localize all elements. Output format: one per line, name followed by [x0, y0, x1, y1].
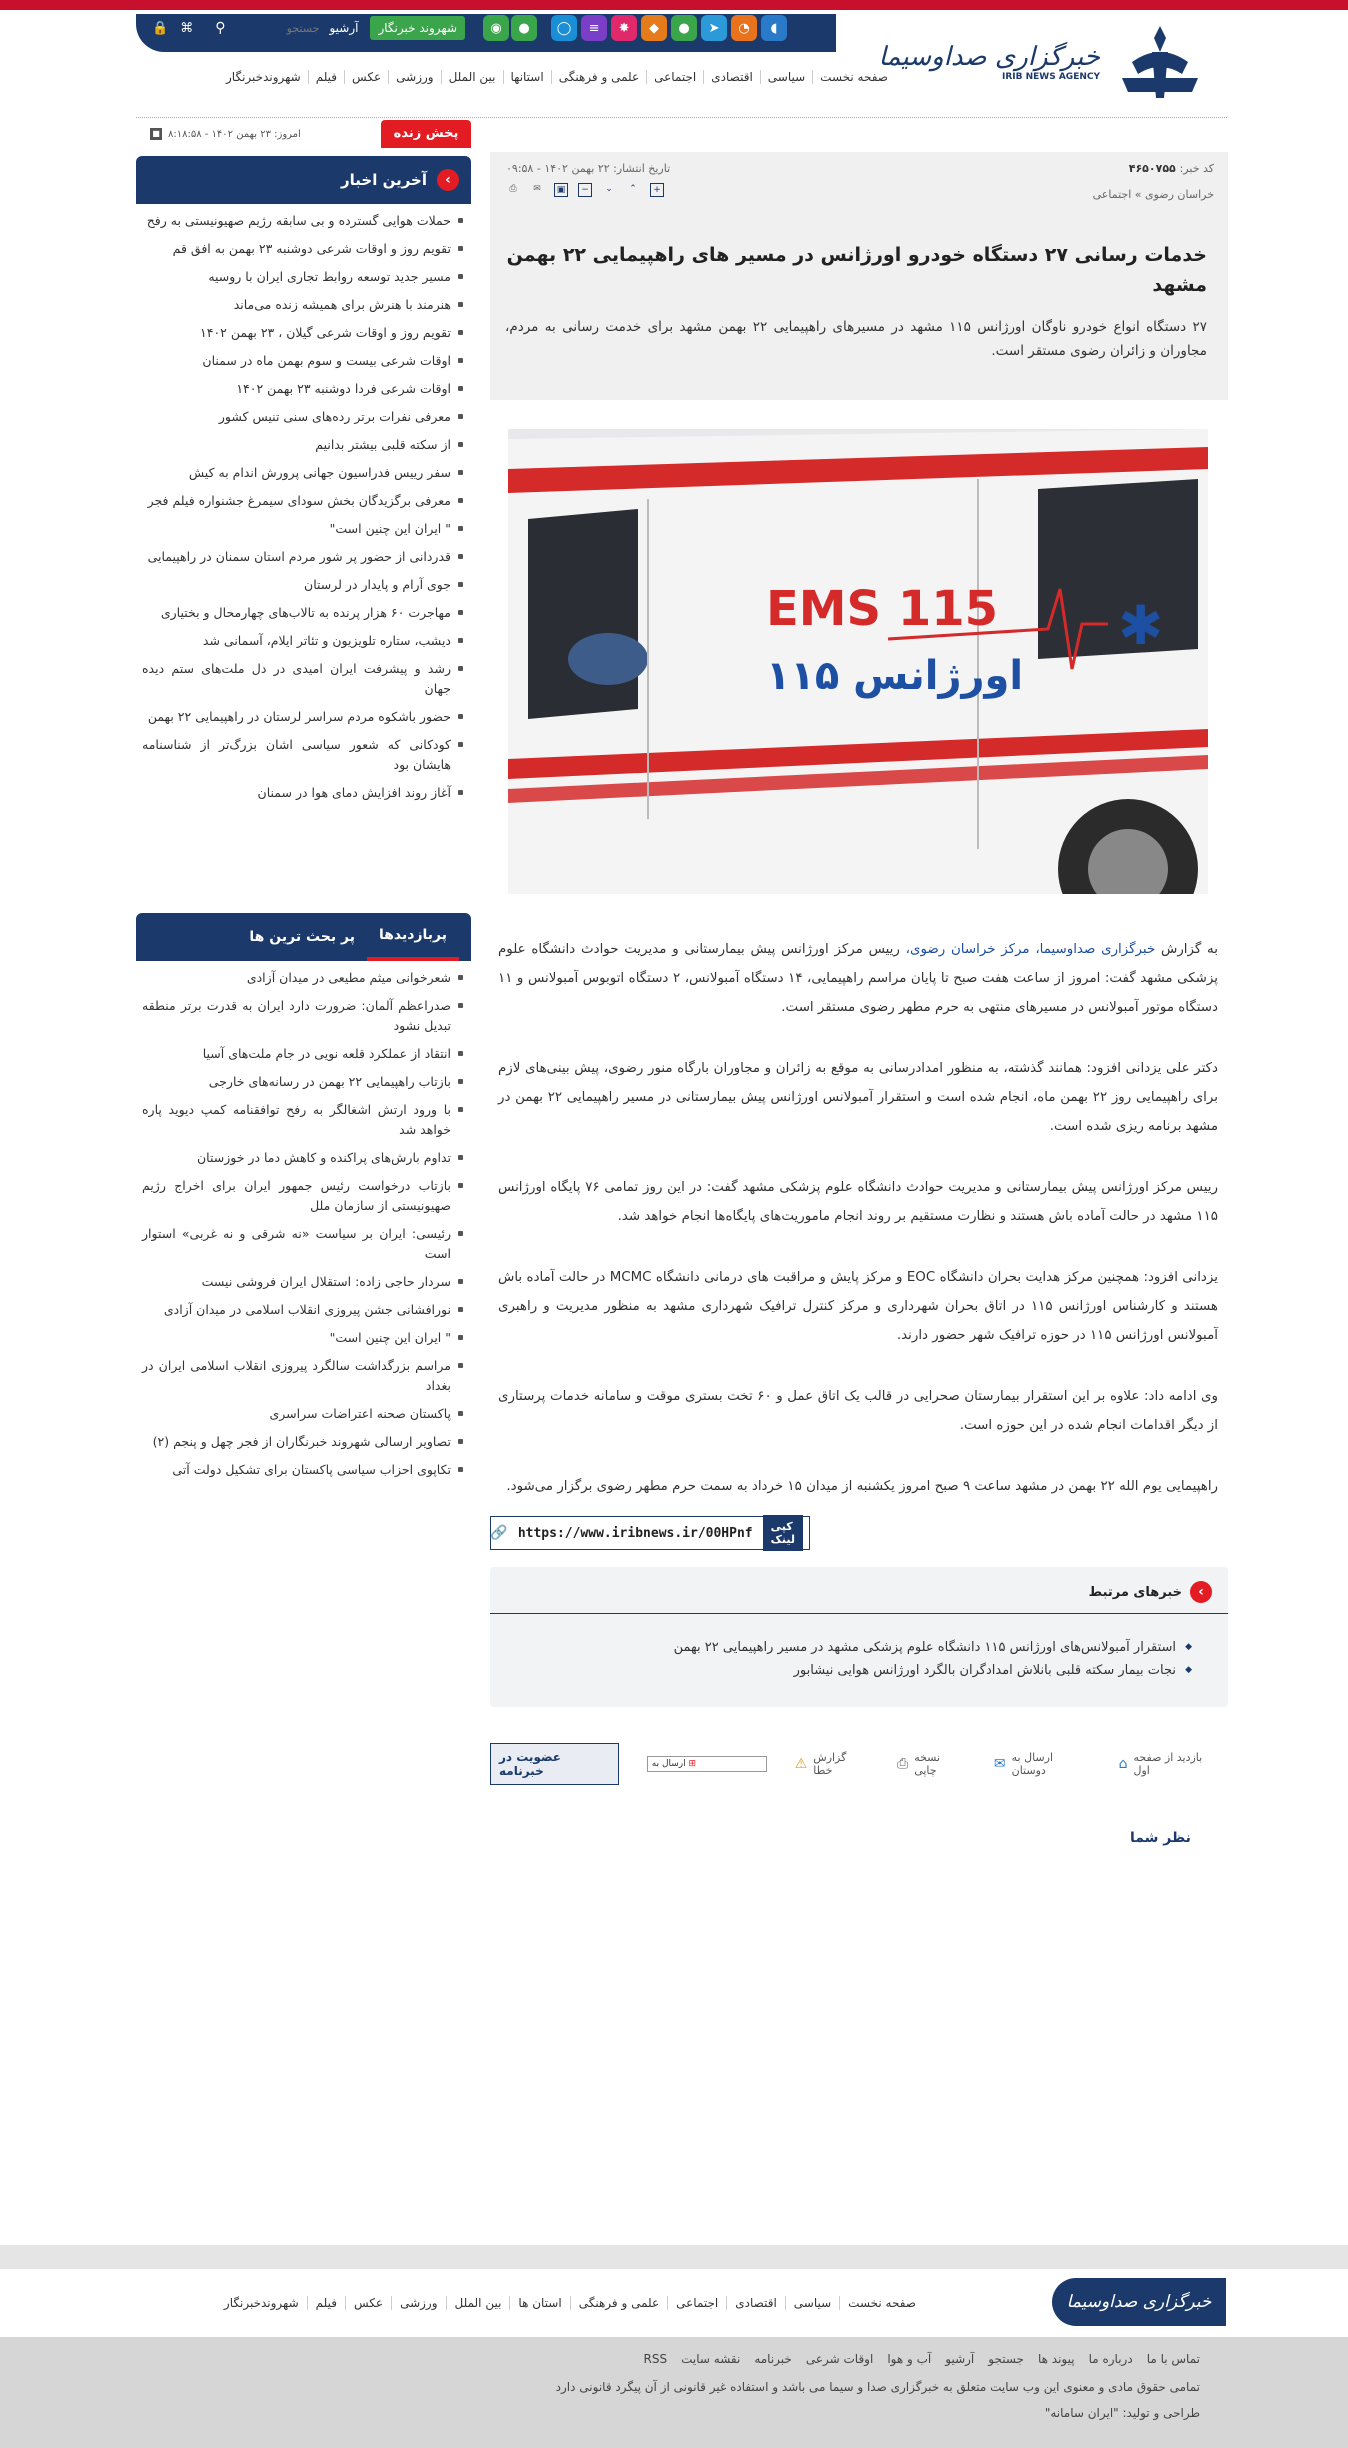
logo-english: IRIB NEWS AGENCY	[1002, 72, 1100, 82]
footer-link[interactable]: RSS	[643, 2352, 668, 2366]
live-button[interactable]: پخش زنده	[381, 120, 471, 148]
print-label: نسخه چاپی	[914, 1751, 941, 1777]
related-header	[490, 1567, 1228, 1614]
related-list	[490, 1614, 1228, 1682]
nav-item[interactable]: ورزشی	[388, 70, 440, 84]
rss-icon[interactable]: ⌘	[180, 20, 194, 36]
latest-news-item[interactable]: معرفی برگزیدگان بخش سودای سیمرغ جشنواره فیلم فجر	[142, 488, 465, 516]
article-actions	[490, 1748, 1228, 1780]
footer-nav-item[interactable]: استان ها	[509, 2296, 569, 2310]
latest-news-item[interactable]: تقویم روز و اوقات شرعی دوشنبه ۲۳ بهمن به افق قم	[142, 236, 465, 264]
printer-icon: ⎙	[896, 1756, 909, 1772]
latest-news-item[interactable]: مهاجرت ۶۰ هزار پرنده به تالاب‌های چهارمحال و بختیاری	[142, 600, 465, 628]
lock-icon[interactable]: 🔒	[152, 20, 169, 36]
app-icon-5[interactable]: ●	[671, 15, 697, 41]
logo-text	[879, 42, 1100, 82]
latest-news-item[interactable]: رشد و پیشرفت ایران امیدی در دل ملت‌های ستم دیده جهان	[142, 656, 465, 704]
app-icon-4[interactable]: ◆	[641, 15, 667, 41]
latest-news-item[interactable]: از سکته قلبی بیشتر بدانیم	[142, 432, 465, 460]
latest-news-item[interactable]: آغاز روند افزایش دمای هوا در سمنان	[142, 780, 465, 808]
home-visit-label: بازدید از صفحه اول	[1133, 1751, 1203, 1777]
send-to-friends[interactable]	[994, 1751, 1091, 1777]
utility-icons	[152, 4, 787, 52]
popular-item[interactable]: " ایران این چنین است"	[142, 1325, 465, 1353]
app-icon-3[interactable]: ✸	[611, 15, 637, 41]
article-body	[498, 935, 1218, 1533]
footer-link[interactable]: درباره ما	[1088, 2352, 1133, 2366]
article-lead: ۲۷ دستگاه انواع خودرو ناوگان اورژانس ۱۱۵ مشهد در مسیرهای راهپیمایی ۲۲ بهمن مشهد برای خدمت رسانی به مردم، مجاوران و زائران رضوی مستقر است.	[505, 319, 1207, 359]
footer-link[interactable]: اوقات شرعی	[805, 2352, 874, 2366]
footer-nav-item[interactable]: عکس	[345, 2296, 391, 2310]
publish-label: تاریخ انتشار:	[613, 162, 671, 175]
app-icon-6[interactable]: ◔	[731, 15, 757, 41]
print-version[interactable]	[897, 1751, 966, 1777]
apple-icon[interactable]: ●	[511, 15, 537, 41]
news-code-label: کد خبر:	[1179, 162, 1214, 175]
newsletter-join-button[interactable]: عضویت در خبرنامه	[490, 1743, 619, 1785]
publish-date	[506, 162, 670, 175]
send-to-label: ارسال به	[651, 1759, 686, 1769]
latest-news-item[interactable]: اوقات شرعی فردا دوشنبه ۲۳ بهمن ۱۴۰۲	[142, 376, 465, 404]
report-error[interactable]	[795, 1751, 869, 1777]
app-icon-2[interactable]: ≡	[581, 15, 607, 41]
p1-prefix: به گزارش	[1161, 942, 1218, 957]
paragraph-4: یزدانی افزود: همچنین مرکز هدایت بحران دانشگاه EOC و مرکز پایش و مراقبت های درمانی دانشگاه MCMC در حالت آماده باش هستند و کارشناس اورژانس ۱۱۵ در اتاق بحران شهرداری و مرکز کنترل ترافیک شهرداری مشهد به منظور مدیریت و راهبری آمبولانس اورژانس ۱۱۵ در حوزه ترافیک شهر حضور دارند.	[498, 1270, 1218, 1343]
tab-most-viewed[interactable]: پربازدیدها	[367, 913, 459, 961]
paragraph-1	[498, 935, 1218, 1022]
send-to-select[interactable]	[647, 1756, 767, 1772]
save-icon[interactable]: ▣	[554, 183, 568, 197]
site-logo[interactable]	[879, 22, 1208, 102]
send-friends-label: ارسال به دوستان	[1011, 1751, 1054, 1777]
latest-news-item[interactable]: هنرمند با هنرش برای همیشه زنده می‌ماند	[142, 292, 465, 320]
footer-logo[interactable]: خبرگزاری صداوسیما	[1052, 2278, 1226, 2326]
footer-strip	[0, 2245, 1348, 2269]
emblem-icon	[1112, 22, 1208, 102]
telegram-icon[interactable]: ➤	[701, 15, 727, 41]
popular-item[interactable]: سردار حاجی زاده: استقلال ایران فروشی نیست	[142, 1269, 465, 1297]
popular-box	[136, 913, 471, 1485]
popular-list	[136, 961, 471, 1485]
link-icon: 🔗	[490, 1525, 508, 1541]
credit[interactable]: طراحی و تولید: "ایران سامانه"	[1044, 2406, 1200, 2420]
related-news-box	[490, 1567, 1228, 1707]
warning-icon: ⚠	[794, 1756, 808, 1772]
calendar-icon: ■	[150, 128, 162, 140]
footer-link[interactable]: خبرنامه	[754, 2352, 792, 2366]
app-icon-1[interactable]: ◯	[551, 15, 577, 41]
footer-link[interactable]: تماس با ما	[1146, 2352, 1200, 2366]
nav-item[interactable]: سیاسی	[760, 70, 812, 84]
footer-link[interactable]: نقشه سایت	[681, 2352, 741, 2366]
popular-item[interactable]: تصاویر ارسالی شهروند خبرنگاران از فجر چهل و پنجم (۲)	[142, 1429, 465, 1457]
article-title: خدمات رسانی ۲۷ دستگاه خودرو اورژانس در مسیر های راهپیمایی ۲۲ بهمن مشهد	[506, 244, 1207, 296]
footer-link[interactable]: آرشیو	[945, 2352, 975, 2366]
paragraph-6: راهپیمایی یوم الله ۲۲ بهمن در مشهد ساعت ۹ صبح امروز یکشنبه از میدان ۱۵ خرداد به سمت حرم مطهر رضوی برگزار می‌شود.	[506, 1479, 1218, 1494]
latest-news-header	[136, 156, 471, 204]
footer-links	[644, 2352, 1200, 2366]
today-date	[150, 128, 301, 140]
mail-icon[interactable]: ✉	[533, 184, 541, 194]
latest-news-item[interactable]: مسیر جدید توسعه روابط تجاری ایران با روسیه	[142, 264, 465, 292]
nav-item[interactable]: استانها	[503, 70, 551, 84]
news-code-value: ۴۶۵۰۷۵۵	[1128, 162, 1176, 175]
footer-nav-item[interactable]: ورزشی	[391, 2296, 445, 2310]
print-icon[interactable]: ⎙	[509, 184, 517, 194]
news-code	[1129, 162, 1214, 175]
latest-news-item[interactable]: حضور باشکوه مردم سراسر لرستان در راهپیمایی ۲۲ بهمن	[142, 704, 465, 732]
latest-news-item[interactable]: اوقات شرعی بیست و سوم بهمن ماه در سمنان	[142, 348, 465, 376]
arrow-up-icon[interactable]: ⌃	[629, 184, 637, 194]
footer-link[interactable]: آب و هوا	[887, 2352, 932, 2366]
footer-nav-item[interactable]: فیلم	[307, 2296, 345, 2310]
footer-nav-item[interactable]: اجتماعی	[667, 2296, 726, 2310]
paragraph-3: رییس مرکز اورژانس پیش بیمارستانی و مدیریت حوادث دانشگاه علوم پزشکی مشهد گفت: در این روز تمامی ۷۶ پایگاه اورژانس ۱۱۵ مشهد در حالت آماده باش هستند و نظارت مستقیم بر روند انجام ماموریت‌های پایگاه‌ها انجام خواهد شد.	[498, 1180, 1218, 1224]
zoom-out-icon[interactable]: −	[578, 183, 592, 197]
nav-item[interactable]: عکس	[344, 70, 388, 84]
image-text-en: EMS 115	[766, 581, 999, 637]
chevron-left-icon[interactable]: ‹	[437, 169, 459, 191]
tab-most-discussed[interactable]: پر بحث ترین ها	[249, 929, 355, 945]
article-tools	[506, 183, 664, 197]
envelope-icon: ✉	[993, 1756, 1006, 1772]
popular-item[interactable]: انتقاد از عملکرد قلعه نویی در جام ملت‌های آسیا	[142, 1041, 465, 1069]
search-icon[interactable]: ⚲	[215, 20, 226, 36]
latest-news-item[interactable]: جوی آرام و پایدار در لرستان	[142, 572, 465, 600]
svg-text:✱: ✱	[1118, 594, 1164, 657]
footer-nav-item[interactable]: سیاسی	[785, 2296, 839, 2310]
nav-item[interactable]: بین الملل	[441, 70, 503, 84]
popular-item[interactable]: نورافشانی جشن پیروزی انقلاب اسلامی در میدان آزادی	[142, 1297, 465, 1325]
copyright: تمامی حقوق مادی و معنوی این وب سایت متعلق به خبرگزاری صدا و سیما می باشد و استفاده غیر قانونی از آن پیگرد قانونی دارد	[555, 2380, 1200, 2394]
latest-news-item[interactable]: سفر رییس فدراسیون جهانی پرورش اندام به کیش	[142, 460, 465, 488]
footer-nav-item[interactable]: اقتصادی	[726, 2296, 785, 2310]
nav-item[interactable]: اقتصادی	[703, 70, 760, 84]
header-separator	[136, 117, 1227, 118]
paragraph-2: دکتر علی یزدانی افزود: همانند گذشته، به منظور امدادرسانی به موقع به زائران و مجاوران بارگاه منور رضوی، پیش بینی‌های لازم برای راهپیمایی روز ۲۲ بهمن ماه، انجام شده است و استقرار آمبولانس اورژانس پیش بیمارستانی در مسیر راهپیمایی ۲۲ بهمن در مشهد برنامه ریزی شده است.	[498, 1061, 1219, 1134]
plus-icon: ⊞	[688, 1759, 697, 1769]
province-link[interactable]: مرکز خراسان رضوی،	[905, 942, 1030, 957]
popular-item[interactable]: شعرخوانی میثم مطیعی در میدان آزادی	[142, 965, 465, 993]
home-icon: ⌂	[1118, 1756, 1128, 1772]
comments-title: نظر شما	[1130, 1830, 1191, 1846]
nav-item[interactable]: علمی و فرهنگی	[551, 70, 646, 84]
latest-news-box	[136, 156, 471, 808]
popular-item[interactable]: تداوم بارش‌های پراکنده و کاهش دما در خوزستان	[142, 1145, 465, 1173]
p1-text: رییس مرکز اورژانس پیش بیمارستانی و مدیریت حوادث دانشگاه علوم پزشکی مشهد گفت: امروز از ساعت هفت صبح تا پایان مراسم راهپیمایی، ۱۴ دستگاه آمبولانس، ۲ دستگاه اتوبوس آمبولانس و ۱۱ دستگاه موتور آمبولانس در مسیرهای منتهی به حرم مطهر رضوی مستقر است.	[498, 942, 1218, 1015]
popular-item[interactable]: پاکستان صحنه اعتراضات سراسری	[142, 1401, 465, 1429]
article-image	[508, 429, 1208, 894]
latest-news-list	[136, 204, 471, 808]
today-date-text: امروز: ۲۳ بهمن ۱۴۰۲ - ۸:۱۸:۵۸	[168, 128, 301, 140]
related-item[interactable]: ◆ استقرار آمبولانس‌های اورژانس ۱۱۵ دانشگاه علوم پزشکی مشهد در مسیر راهپیمایی ۲۲ بهمن	[490, 1636, 1192, 1659]
popular-item[interactable]: تکاپوی احزاب سیاسی پاکستان برای تشکیل دولت آتی	[142, 1457, 465, 1485]
logo-persian: خبرگزاری صداوسیما	[878, 42, 1100, 72]
breadcrumb[interactable]: خراسان رضوی » اجتماعی	[1092, 188, 1214, 201]
footer-nav-item[interactable]: شهروندخبرنگار	[223, 2296, 299, 2310]
latest-news-item[interactable]: تقویم روز و اوقات شرعی گیلان ، ۲۳ بهمن ۱۴۰۲	[142, 320, 465, 348]
popular-item[interactable]: بازتاب درخواست رئیس جمهور ایران برای اخراج رژیم صهیونیستی از سازمان ملل	[142, 1173, 465, 1221]
footer-nav	[216, 2296, 924, 2310]
nav-item[interactable]: اجتماعی	[646, 70, 703, 84]
chevron-left-icon[interactable]: ‹	[1190, 1581, 1212, 1603]
popular-item[interactable]: مراسم بزرگداشت سالگرد پیروزی انقلاب اسلامی ایران در بغداد	[142, 1353, 465, 1401]
latest-news-item[interactable]: حملات هوایی گسترده و بی سابقه رژیم صهیونیستی به رفح	[142, 208, 465, 236]
related-title: خبرهای مرتبط	[1088, 1584, 1182, 1600]
latest-news-item[interactable]: معرفی نفرات برتر رده‌های سنی تنیس کشور	[142, 404, 465, 432]
archive-link[interactable]: آرشیو	[329, 21, 359, 35]
report-label: گزارش خطا	[813, 1751, 847, 1777]
footer-nav-item[interactable]: علمی و فرهنگی	[570, 2296, 667, 2310]
search-input[interactable]	[239, 16, 319, 40]
latest-news-item[interactable]: قدردانی از حضور پر شور مردم استان سمنان در راهپیمایی	[142, 544, 465, 572]
latest-news-item[interactable]: " ایران این چنین است"	[142, 516, 465, 544]
latest-news-item[interactable]: دیشب، ستاره تلویزیون و تئاتر ایلام، آسمانی شد	[142, 628, 465, 656]
zoom-in-icon[interactable]: +	[650, 183, 664, 197]
citizen-reporter-button[interactable]: شهروند خبرنگار	[370, 16, 465, 40]
popular-item[interactable]: با ورود ارتش اشغالگر به رفح توافقنامه کمپ دیوید پاره خواهد شد	[142, 1097, 465, 1145]
short-url[interactable]: https://www.iribnews.ir/00HPnf	[517, 1525, 753, 1541]
nav-item[interactable]: شهروندخبرنگار	[226, 70, 301, 84]
home-visit[interactable]	[1119, 1751, 1222, 1777]
footer-nav-item[interactable]: صفحه نخست	[839, 2296, 924, 2310]
image-text-fa: اورژانس ۱۱۵	[766, 653, 1024, 699]
short-link-box	[490, 1516, 810, 1550]
android-icon[interactable]: ◉	[483, 15, 509, 41]
paragraph-5: وی ادامه داد: علاوه بر این استقرار بیمارستان صحرایی در قالب یک اتاق عمل و ۶۰ تخت بستری موقت و سامانه خدمات پرستاری از دیگر اقدامات انجام شده در این حوزه است.	[498, 1389, 1218, 1433]
footer-nav-item[interactable]: بین الملل	[446, 2296, 510, 2310]
footer-link[interactable]: جستجو	[988, 2352, 1024, 2366]
agency-link[interactable]: خبرگزاری صداوسیما،	[1035, 942, 1156, 957]
copy-link-button[interactable]: کپی لینک	[763, 1515, 803, 1551]
popular-item[interactable]: رئیسی: ایران بر سیاست «نه شرقی و نه غربی» استوار است	[142, 1221, 465, 1269]
latest-news-item[interactable]: کودکانی که شعور سیاسی اشان بزرگ‌تر از شناسنامه هایشان بود	[142, 732, 465, 780]
publish-value: ۲۲ بهمن ۱۴۰۲ - ۰۹:۵۸	[506, 162, 610, 175]
popular-item[interactable]: بازتاب راهپیمایی ۲۲ بهمن در رسانه‌های خارجی	[142, 1069, 465, 1097]
nav-item[interactable]: صفحه نخست	[812, 70, 895, 84]
arrow-down-icon[interactable]: ⌄	[605, 184, 613, 194]
popular-tabs	[136, 913, 471, 961]
app-icon-7[interactable]: ◖	[761, 15, 787, 41]
main-nav	[219, 70, 895, 84]
nav-item[interactable]: فیلم	[308, 70, 344, 84]
related-item[interactable]: ◆ نجات بیمار سکته قلبی بانلاش امدادگران بالگرد اورژانس هوایی نیشابور	[490, 1659, 1192, 1682]
latest-news-title: آخرین اخبار	[341, 171, 427, 189]
footer-link[interactable]: پیوند ها	[1037, 2352, 1075, 2366]
popular-item[interactable]: صدراعظم آلمان: ضرورت دارد ایران به قدرت برتر منطقه تبدیل نشود	[142, 993, 465, 1041]
